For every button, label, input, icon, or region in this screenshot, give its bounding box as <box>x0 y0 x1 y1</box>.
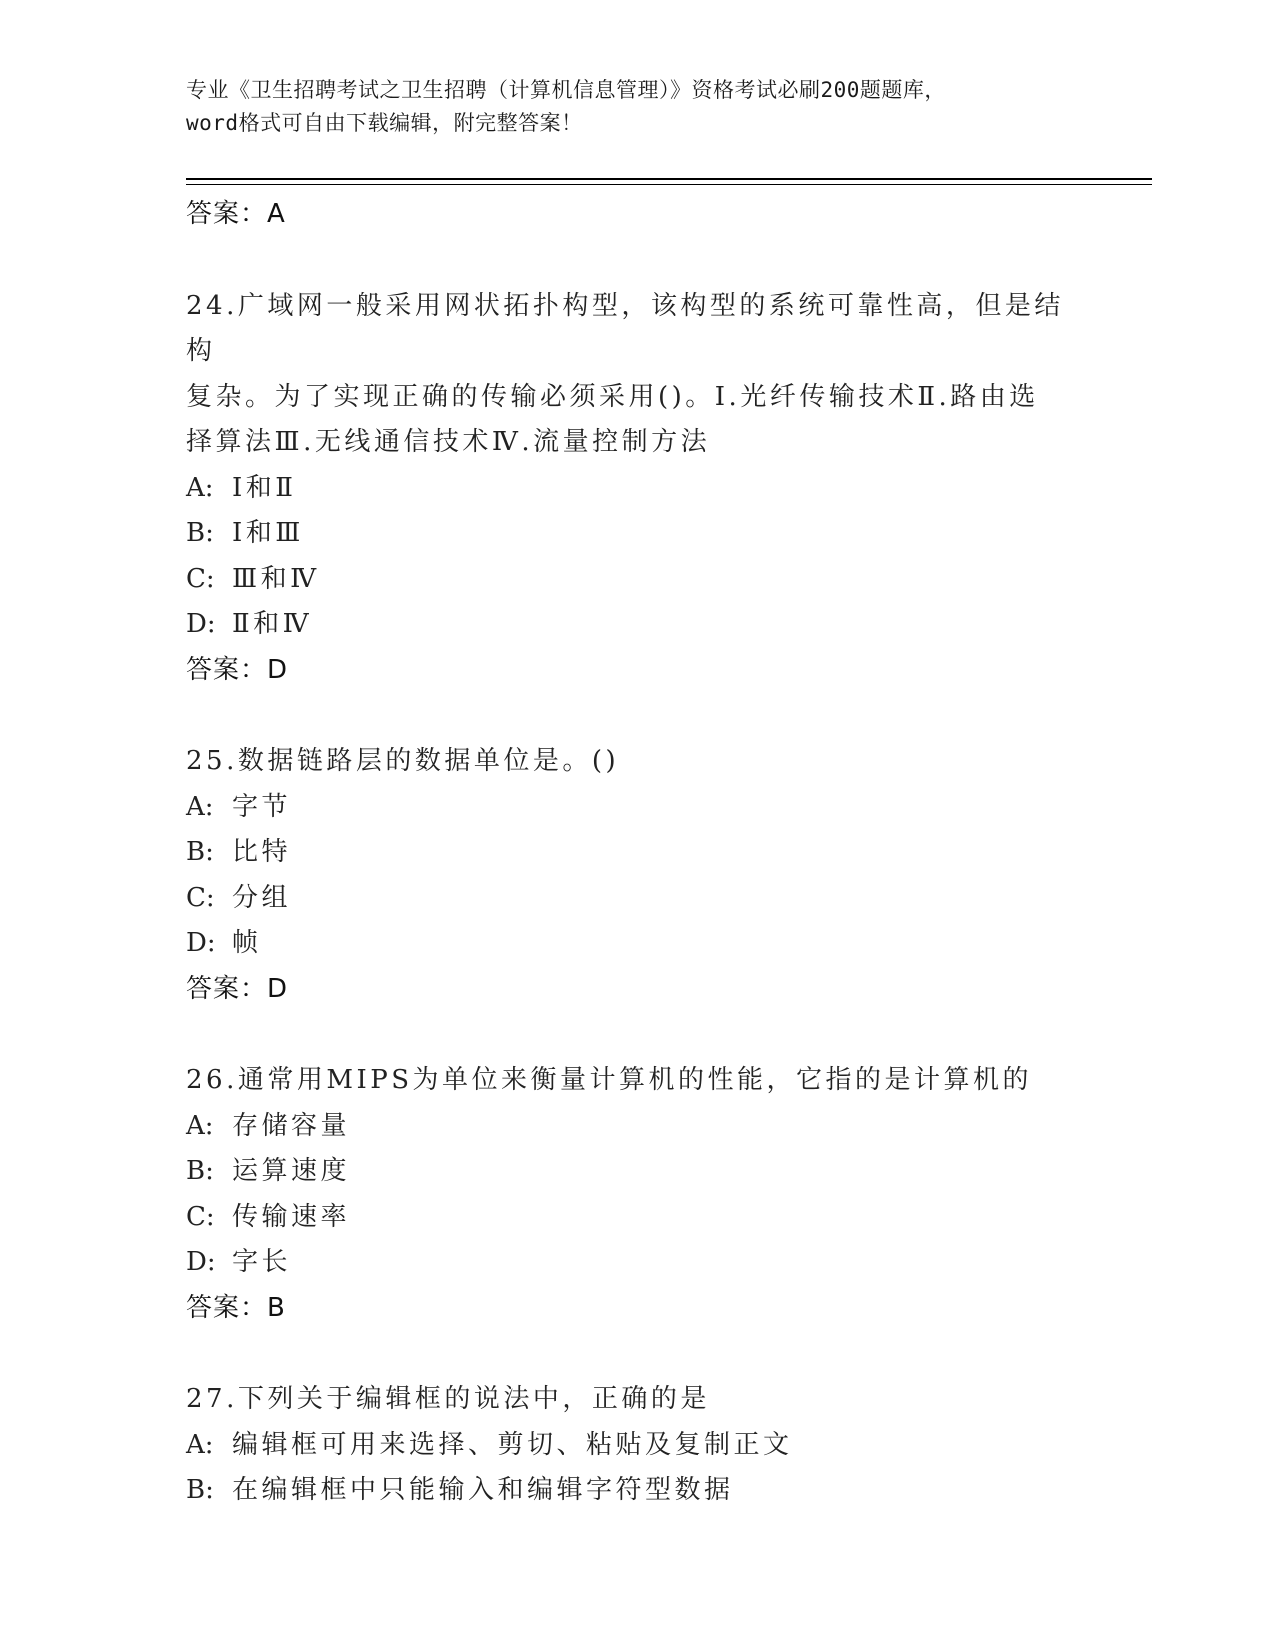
answer-line: 答案：B <box>186 1292 286 1323</box>
option-text: 在编辑框中只能输入和编辑字符型数据 <box>232 1475 734 1505</box>
option-text: Ⅱ和Ⅳ <box>232 609 313 639</box>
answer-line: 答案：D <box>186 973 289 1004</box>
option-a <box>186 1104 1086 1150</box>
option-letter: D: <box>186 1247 216 1277</box>
spacer <box>186 238 1086 284</box>
spacer <box>186 1012 1086 1058</box>
option-b <box>186 1468 1086 1514</box>
option-letter: B: <box>186 837 214 867</box>
question-text-line: 择算法Ⅲ.无线通信技术Ⅳ.流量控制方法 <box>186 427 711 457</box>
option-text: 存储容量 <box>232 1110 351 1141</box>
question-text-line: 24.广域网一般采用网状拓扑构型，该构型的系统可靠性高，但是结构 <box>186 290 1064 366</box>
option-text: 分组 <box>232 882 292 913</box>
option-letter: B: <box>186 1156 214 1186</box>
option-letter: C: <box>186 563 215 594</box>
option-text: Ⅰ和Ⅲ <box>232 518 304 548</box>
option-c <box>186 876 1086 922</box>
question-block <box>186 1058 1086 1331</box>
option-b <box>186 1149 1086 1195</box>
spacer <box>186 693 1086 739</box>
option-letter: C: <box>186 882 215 913</box>
question-text-line: 26.通常用MIPS为单位来衡量计算机的性能，它指的是计算机的 <box>186 1065 1033 1095</box>
answer-line: 答案：D <box>186 654 289 685</box>
option-letter: B: <box>186 518 214 548</box>
option-b <box>186 511 1086 557</box>
option-letter: C: <box>186 1201 215 1232</box>
header-line-2: word格式可自由下载编辑，附完整答案！ <box>186 111 583 135</box>
header-divider <box>186 178 1152 185</box>
option-a <box>186 466 1086 512</box>
option-text: 字节 <box>232 791 292 822</box>
question-block <box>186 739 1086 1012</box>
option-c <box>186 1195 1086 1241</box>
option-letter: B: <box>186 1475 214 1505</box>
option-text: 编辑框可用来选择、剪切、粘贴及复制正文 <box>232 1429 793 1460</box>
option-b <box>186 830 1086 876</box>
option-letter: A: <box>186 791 214 822</box>
option-text: 比特 <box>232 837 292 867</box>
question-text-line: 27.下列关于编辑框的说法中，正确的是 <box>186 1384 710 1414</box>
spacer <box>186 1331 1086 1377</box>
answer-line: 答案：A <box>186 199 286 229</box>
option-letter: D: <box>186 928 216 958</box>
question-list <box>186 192 1086 1514</box>
option-text: 字长 <box>232 1247 292 1277</box>
question-text-line: 复杂。为了实现正确的传输必须采用()。Ⅰ.光纤传输技术Ⅱ.路由选 <box>186 381 1039 412</box>
option-c <box>186 557 1086 603</box>
option-letter: A: <box>186 1110 214 1141</box>
question-text-line: 25.数据链路层的数据单位是。() <box>186 746 620 776</box>
option-text: 运算速度 <box>232 1156 351 1186</box>
option-text: Ⅲ和Ⅳ <box>232 563 320 594</box>
option-d <box>186 921 1086 967</box>
header-line-1: 专业《卫生招聘考试之卫生招聘（计算机信息管理）》资格考试必刷200题题库， <box>186 78 946 102</box>
question-block <box>186 1377 1086 1514</box>
option-a <box>186 1423 1086 1469</box>
option-letter: A: <box>186 1429 214 1460</box>
option-letter: A: <box>186 472 214 503</box>
question-block <box>186 284 1086 694</box>
option-a <box>186 785 1086 831</box>
option-d <box>186 1240 1086 1286</box>
option-text: 传输速率 <box>232 1201 351 1232</box>
option-text: 帧 <box>232 928 262 958</box>
option-letter: D: <box>186 609 216 639</box>
option-text: Ⅰ和Ⅱ <box>232 472 297 503</box>
option-d <box>186 602 1086 648</box>
page-header <box>186 74 1086 140</box>
